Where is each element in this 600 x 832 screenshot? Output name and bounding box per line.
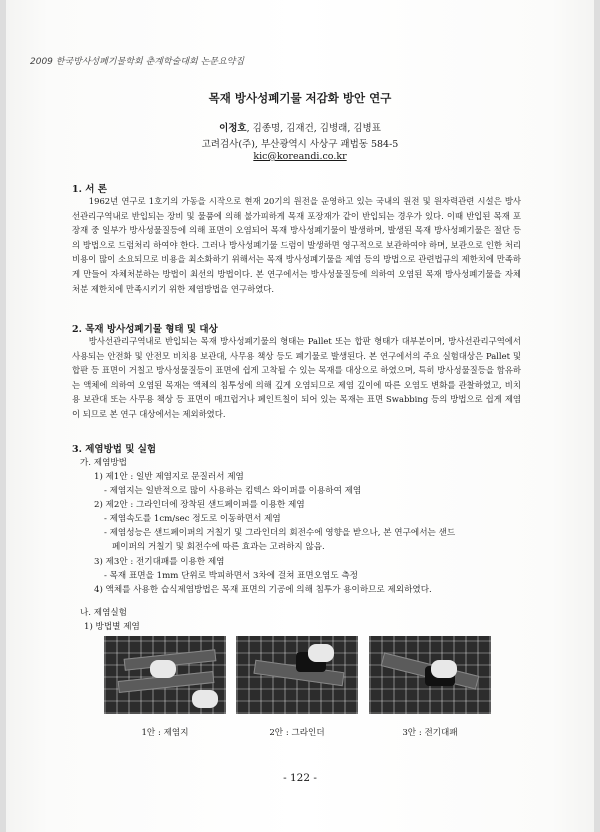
method-item-1: 1) 제1안 : 일반 제염지로 문질러서 제염 <box>94 472 244 482</box>
email-link[interactable]: kic@koreandi.co.kr <box>253 151 347 162</box>
section-2-heading: 2. 목재 방사성폐기물 형태 및 대상 <box>72 324 218 335</box>
first-author: 이정호 <box>219 123 247 134</box>
method-item-2-detail-2-cont: 페이퍼의 거칠기 및 회전수에 따른 효과는 고려하지 않음. <box>112 542 325 552</box>
photo-wipe-decon <box>104 636 226 714</box>
photo-planer-decon <box>369 636 491 714</box>
method-item-2: 2) 제2안 : 그라인더에 장착된 샌드페이퍼를 이용한 제염 <box>94 500 305 510</box>
section-2-body: 방사선관리구역내로 반입되는 목재 방사성폐기물의 형태는 Pallet 또는 합판 형태가 대부분이며, 방사선관리구역에서 사용되는 안전화 및 안전모 비치용 보관대, 사무용 책상 등도 폐기물로 발생된다. 본 연구에서의 주요 실험대상은 Pallet 및 합판 등 표면이 거칠고 방사성물질등이 표면에 쉽게 고착될 수 있는 목재를 대상으로 하였으며, 특히 방사성물질등을 함유하는 액체에 의하여 오염된 목재는 액체의 침투성에 의해 깊게 오염되므로 제염 깊이에 따른 오염도 변화를 관찰하였고, 비치용 보관대 또는 사무용 책상 등 표면이 매끄럽거나 페인트칠이 되어 있는 목재는 표면 Swabbing 등의 방법으로 쉽게 제염이 되므로 본 연구 대상에서는 제외하였다. <box>72 336 521 419</box>
subsection-na-item: 1) 방법별 제염 <box>84 622 140 632</box>
page-number: - 122 - <box>283 772 317 784</box>
caption-1: 1안 : 제염지 <box>141 728 189 738</box>
method-item-2-detail-1: - 제염속도를 1cm/sec 정도로 이동하면서 제염 <box>104 514 281 524</box>
author-list <box>0 120 600 134</box>
method-item-4: 4) 액체를 사용한 습식제염방법은 목재 표면의 기공에 의해 침투가 용이하므로 제외하였다. <box>94 585 432 595</box>
affiliation: 고려검사(주), 부산광역시 사상구 괘법동 584-5 <box>201 139 399 150</box>
caption-3: 3안 : 전기대패 <box>402 728 458 738</box>
subsection-na: 나. 제염실험 <box>80 608 127 618</box>
photo-row <box>104 636 491 714</box>
section-3-heading: 3. 제염방법 및 실험 <box>72 444 157 455</box>
method-item-3-detail: - 목재 표면을 1mm 단위로 박피하면서 3차에 걸쳐 표면오염도 측정 <box>104 571 358 581</box>
co-authors: , 김종명, 김재건, 김병래, 김병표 <box>246 123 381 134</box>
section-1-heading: 1. 서 론 <box>72 184 107 195</box>
photo-grinder-decon <box>236 636 358 714</box>
method-item-3: 3) 제3안 : 전기대패를 이용한 제염 <box>94 557 225 567</box>
subsection-ga: 가. 제염방법 <box>80 458 127 468</box>
method-item-1-detail: - 제염지는 일반적으로 많이 사용하는 킴텍스 와이퍼를 이용하여 제염 <box>104 486 362 496</box>
method-item-2-detail-2: - 제염성능은 샌드페이퍼의 거칠기 및 그라인더의 회전수에 영향을 받으나, 본 연구에서는 샌드 <box>104 528 456 538</box>
caption-2: 2안 : 그라인더 <box>269 728 325 738</box>
section-1-body: 1962년 연구로 1호기의 가동을 시작으로 현재 20기의 원전을 운영하고 있는 국내의 원전 및 원자력관련 시설은 방사선관리구역내로 반입되는 장비 및 물품에 의해 불가피하게 목재 포장재가 같이 반입되는 경우가 있다. 이때 반입된 목재 포장재 중 일부가 방사성물질등에 의해 표면이 오염되어 목재 방사성폐기물이 발생하며, 발생된 목재 방사성폐기물은 절단 등의 방법으로 드럼처리 하여야 한다. 그러나 방사성폐기물 드럼이 발생하면 영구적으로 보관하여야 하며, 보관으로 인한 처리비용이 많이 소요되므로 비용을 최소화하기 위해서는 목재 방사성폐기물을 제염 등의 방법으로 관련법규의 제한치에 만족하게 만들어 자체처분하는 방법이 최선의 방법이다. 본 연구에서는 방사성물질등에 의하여 오염된 목재 방사성폐기물을 자체처분 제한치에 만족시키기 위한 제염방법을 연구하였다. <box>72 196 521 294</box>
running-header: 2009 한국방사성폐기물학회 춘계학술대회 논문요약집 <box>30 57 245 67</box>
paper-title: 목재 방사성폐기물 저감화 방안 연구 <box>208 91 392 105</box>
